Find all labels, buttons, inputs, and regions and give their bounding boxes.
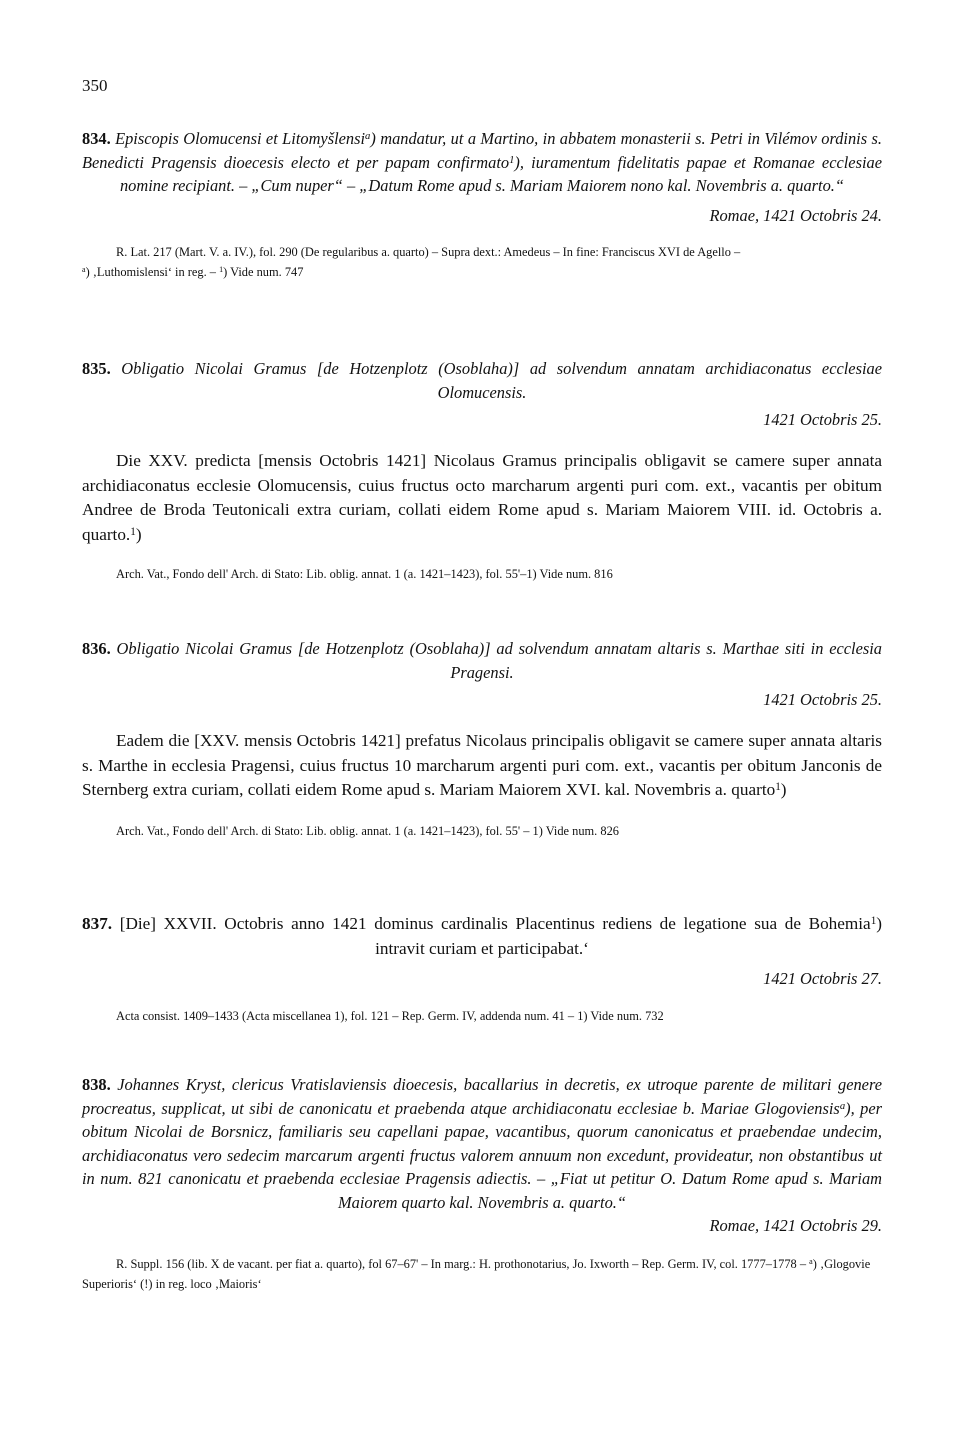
regest: 835. Obligatio Nicolai Gramus [de Hotzenplotz (Osoblaha)] ad solvendum annatam archidiaconatus ecclesiae Olomucensis.	[82, 359, 882, 402]
source-note: Acta consist. 1409–1433 (Acta miscellanea 1), fol. 121 – Rep. Germ. IV, addenda num. 41 – 1) Vide num. 732	[116, 1009, 664, 1024]
entry-number: 836.	[82, 639, 111, 658]
footnote-marker: 1	[775, 781, 781, 794]
entry-date: 1421 Octobris 27.	[763, 969, 882, 989]
entry-number: 834.	[82, 129, 111, 148]
entry-836	[82, 637, 882, 841]
entry-date: Romae, 1421 Octobris 24.	[709, 205, 882, 225]
entry-number: 835.	[82, 359, 111, 378]
footnote-marker: 1	[870, 914, 877, 927]
entry-text: Eadem die [XXV. mensis Octobris 1421] prefatus Nicolaus principalis obligavit se camere super annata altaris s. Marthe in ecclesia Pragensi, cuius fructus 10 marcharum argenti puri com. ext., vacantis per obitum Janconis de Sternberg extra curiam, collati eidem Rome apud s. Mariam Maiorem XVI. kal. Novembris a. quarto$^1$)	[82, 731, 882, 800]
footnote-marker: a	[365, 131, 371, 143]
entry-date: Romae, 1421 Octobris 29.	[709, 1216, 882, 1235]
entry-835	[82, 357, 882, 584]
entry-838	[82, 1073, 882, 1294]
footnote-marker: 1	[130, 525, 136, 538]
source-note: R. Lat. 217 (Mart. V. a. IV.), fol. 290 (De regularibus a. quarto) – Supra dext.: Amedeus – In fine: Franciscus XVI de Agello – $^a$) ‚Luthomislensi‘ in reg. – $^1$) Vide num. 747	[82, 244, 741, 279]
source-note: Arch. Vat., Fondo dell' Arch. di Stato: Lib. oblig. annat. 1 (a. 1421–1423), fol. 55'–1) Vide num. 816	[116, 567, 613, 582]
entry-text: 837. [Die] XXVII. Octobris anno 1421 dominus cardinalis Placentinus rediens de legatione sua de Bohemia$^1$) intravit curiam et participabat.‘	[82, 914, 883, 958]
entry-number: 837.	[82, 914, 113, 933]
page-number: 350	[82, 76, 108, 95]
entry-date: 1421 Octobris 25.	[763, 410, 882, 429]
entry-number: 838.	[82, 1075, 111, 1094]
source-note: R. Suppl. 156 (lib. X de vacant. per fiat a. quarto), fol 67–67' – In marg.: H. prothonotarius, Jo. Ixworth – Rep. Germ. IV, col. 1777–1778 – $^a$) ‚Glogovie Superioris‘ (!) in reg. loco ‚Maioris‘	[82, 1257, 871, 1291]
regest: 838. Johannes Kryst, clericus Vratislaviensis dioecesis, bacallarius in decretis, ex utroque parente de militari genere procreatus, supplicat, ut sibi de canonicatu et praebenda atque archidiaconatu ecclesiae b. Mariae Glogoviensis$^a$), per obitum Nicolai de Borsnicz, familiaris seu capellani papae, vacantibus, quorum canonicatus et praebendae undecim, archidiaconatus vero sedecim marcarum argenti fructus valorem annuum non excedunt, provideatur, non obstantibus ut in num. 821 canonicatu et praebenda ecclesiae Pragensis adiectis. – „Fiat ut petitur O. Datum Rome apud s. Mariam Maiorem quarto kal. Novembris a. quarto.“	[82, 1075, 882, 1212]
entry-date: 1421 Octobris 25.	[763, 690, 882, 709]
entry-text: Die XXV. predicta [mensis Octobris 1421] Nicolaus Gramus principalis obligavit se camere super annata archidiaconatus ecclesie Olomucensis, cuius fructus octo marcharum argenti puri com. ext., vacantis per obitum Andree de Broda Teutonicali extra curiam, collati eidem Rome apud s. Mariam Maiorem VIII. id. Octobris a. quarto.$^1$)	[82, 451, 882, 544]
footnote-marker: a	[839, 1100, 846, 1112]
regest: 834. Episcopis Olomucensi et Litomyšlensi$^a$) mandatur, ut a Martino, in abbatem monasterii s. Petri in Vilémov ordinis s. Benedicti Pragensis dioecesis electo et per papam confirmato$^1$), iuramentum fidelitatis papae et Romanae ecclesiae nomine recipiant. – „Cum nuper“ – „Datum Rome apud s. Mariam Maiorem nono kal. Novembris a. quarto.“	[82, 129, 882, 195]
footnote-marker: 1	[509, 154, 515, 166]
regest: 836. Obligatio Nicolai Gramus [de Hotzenplotz (Osoblaha)] ad solvendum annatam altaris s. Marthae siti in ecclesia Pragensi.	[82, 639, 882, 682]
source-note: Arch. Vat., Fondo dell' Arch. di Stato: Lib. oblig. annat. 1 (a. 1421–1423), fol. 55' – 1) Vide num. 826	[116, 823, 619, 838]
entry-837	[82, 912, 882, 1026]
entry-834	[82, 127, 882, 282]
